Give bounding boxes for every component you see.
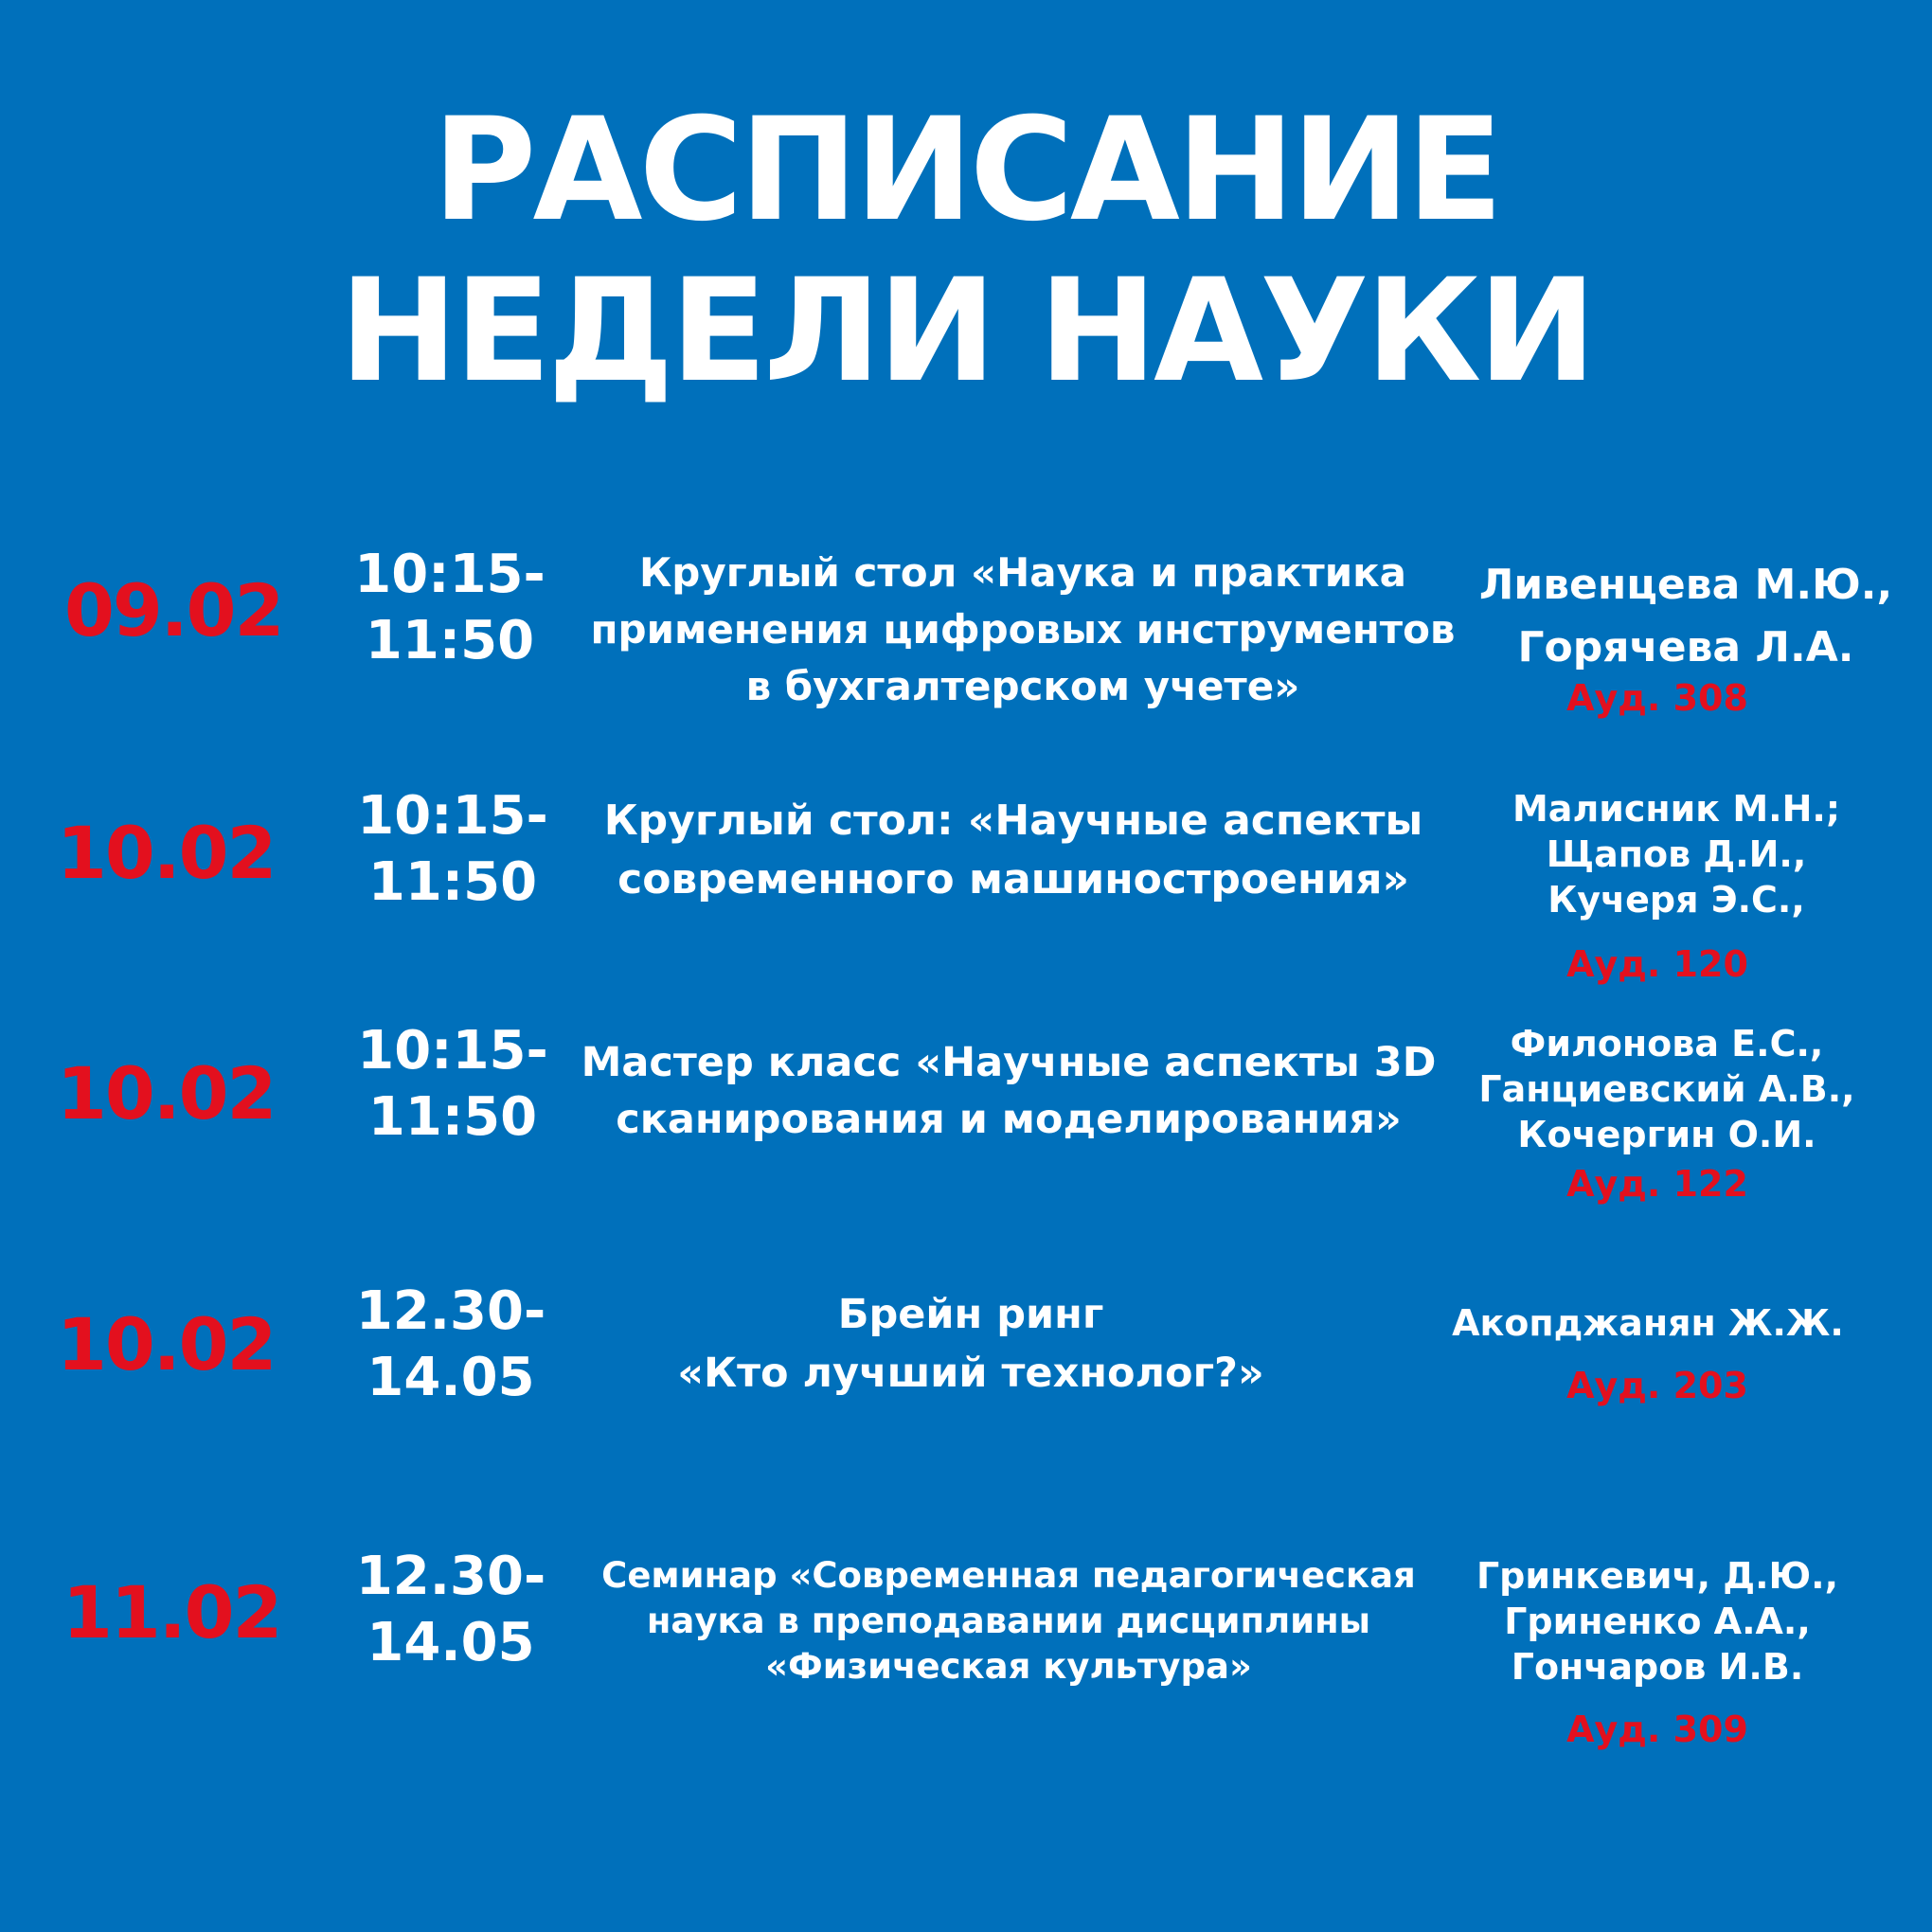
event-time: 12.30- 14.05 xyxy=(355,1546,546,1673)
event-room: Ауд. 309 xyxy=(1566,1708,1748,1750)
event-organizers: Малисник М.Н.; Щапов Д.И., Кучеря Э.С., xyxy=(1512,788,1841,921)
event-organizers: Филонова Е.С., Ганциевский А.В., Кочергин О.И. xyxy=(1478,1023,1855,1155)
event-title: Мастер класс «Научные аспекты 3D сканирования и моделирования» xyxy=(581,1039,1437,1143)
event-date: 10.02 xyxy=(57,811,276,895)
event-date: 10.02 xyxy=(57,1051,276,1136)
event-time: 10:15- 11:50 xyxy=(354,544,546,671)
event-room: Ауд. 122 xyxy=(1566,1163,1748,1205)
event-date: 09.02 xyxy=(64,568,283,653)
event-organizers: Акопджанян Ж.Ж. xyxy=(1452,1302,1844,1344)
page-title-line-2: НЕДЕЛИ НАУКИ xyxy=(339,249,1593,414)
event-title: Круглый стол: «Научные аспекты современного машиностроения» xyxy=(603,796,1423,903)
event-title: Семинар «Современная педагогическая наука в преподавании дисциплины «Физическая культура» xyxy=(601,1555,1416,1687)
event-room: Ауд. 203 xyxy=(1566,1365,1748,1406)
event-date: 10.02 xyxy=(57,1302,276,1386)
event-title: Круглый стол «Наука и практика применения цифровых инструментов в бухгалтерском учете» xyxy=(590,549,1456,709)
event-time: 10:15- 11:50 xyxy=(357,785,548,913)
event-date: 11.02 xyxy=(63,1570,281,1655)
event-organizers: Ливенцева М.Ю., Горячева Л.А. xyxy=(1478,561,1893,671)
event-time: 12.30- 14.05 xyxy=(355,1280,546,1408)
event-time: 10:15- 11:50 xyxy=(357,1020,548,1148)
event-room: Ауд. 120 xyxy=(1566,943,1748,985)
page-title-line-1: РАСПИСАНИЕ xyxy=(432,88,1500,253)
event-organizers: Гринкевич, Д.Ю., Гриненко А.А., Гончаров И.В. xyxy=(1476,1555,1839,1688)
event-title: Брейн ринг «Кто лучший технолог?» xyxy=(677,1291,1264,1397)
event-room: Ауд. 308 xyxy=(1566,677,1748,719)
